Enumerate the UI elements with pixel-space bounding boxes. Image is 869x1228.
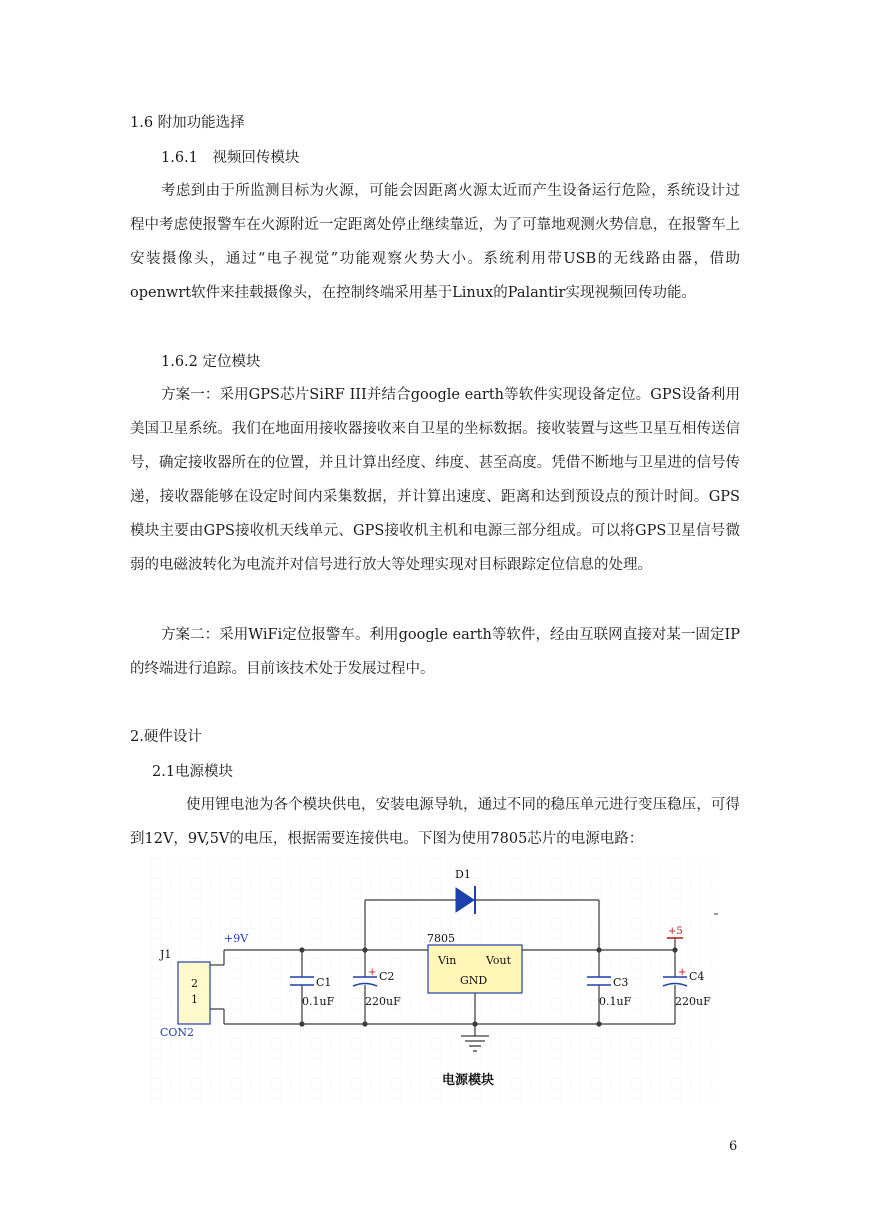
net-label-9v: +9V <box>224 932 249 945</box>
c4-plus: + <box>678 967 687 978</box>
section-heading: 1.6 附加功能选择 <box>130 115 245 131</box>
c2-plus: + <box>368 967 377 978</box>
c3-value: 0.1uF <box>599 995 632 1008</box>
diode-label: D1 <box>455 868 471 881</box>
connector-pin-2: 2 <box>191 977 198 990</box>
output-net-label: +5 <box>668 926 683 937</box>
regulator-pin-vin: Vin <box>438 954 457 967</box>
paragraph: 使用锂电池为各个模块供电，安装电源导轨，通过不同的稳压单元进行变压稳压，可得到12V，9V,5V的电压，根据需要连接供电。下图为使用7805芯片的电源电路： <box>130 797 740 847</box>
paragraph: 方案二：采用WiFi定位报警车。利用google earth等软件，经由互联网直接对某一固定IP的终端进行追踪。目前该技术处于发展过程中。 <box>130 627 740 677</box>
c2-ref: C2 <box>379 970 395 983</box>
c4-value: 220uF <box>675 995 711 1008</box>
page-number: 6 <box>729 1139 738 1154</box>
power-port-5v <box>667 926 683 938</box>
regulator-name: 7805 <box>427 932 455 945</box>
paragraph: 考虑到由于所监测目标为火源，可能会因距离火源太近而产生设备运行危险，系统设计过程中考虑使报警车在火源附近一定距离处停止继续靠近，为了可靠地观测火势信息，在报警车上安装摄像头，通过“电子视觉”功能观察火势大小。系统利用带USB的无线路由器，借助openwrt软件来挂载摄像头，在控制终端采用基于Linux的Palantir实现视频回传功能。 <box>130 183 740 301</box>
c4-ref: C4 <box>689 970 705 983</box>
connector-name: CON2 <box>160 1026 195 1039</box>
section-heading: 2.硬件设计 <box>130 729 202 745</box>
power-module-schematic <box>150 858 718 1104</box>
paragraph: 方案一：采用GPS芯片SiRF III并结合google earth等软件实现设备定位。GPS设备利用美国卫星系统。我们在地面用接收器接收来自卫星的坐标数据。接收装置与这些卫星互相传送信号，确定接收器所在的位置，并且计算出经度、纬度、甚至高度。凭借不断地与卫星进的信号传递，接收器能够在设定时间内采集数据，并计算出速度、距离和达到预设点的预计时间。GPS模块主要由GPS接收机天线单元、GPS接收机主机和电源三部分组成。可以将GPS卫星信号微弱的电磁波转化为电流并对信号进行放大等处理实现对目标跟踪定位信息的处理。 <box>130 387 740 573</box>
schematic-caption: 电源模块 <box>442 1073 495 1088</box>
subsection-heading: 1.6.2 定位模块 <box>161 354 261 370</box>
connector-ref: J1 <box>160 948 172 961</box>
subsection-heading: 1.6.1 视频回传模块 <box>161 150 300 166</box>
c3-ref: C3 <box>613 976 629 989</box>
c1-ref: C1 <box>316 976 332 989</box>
subsection-heading: 2.1电源模块 <box>152 764 234 780</box>
c2-value: 220uF <box>365 995 401 1008</box>
regulator-pin-gnd: GND <box>460 974 488 987</box>
c1-value: 0.1uF <box>302 995 335 1008</box>
regulator-pin-vout: Vout <box>486 954 512 967</box>
connector-pin-1: 1 <box>191 993 198 1006</box>
